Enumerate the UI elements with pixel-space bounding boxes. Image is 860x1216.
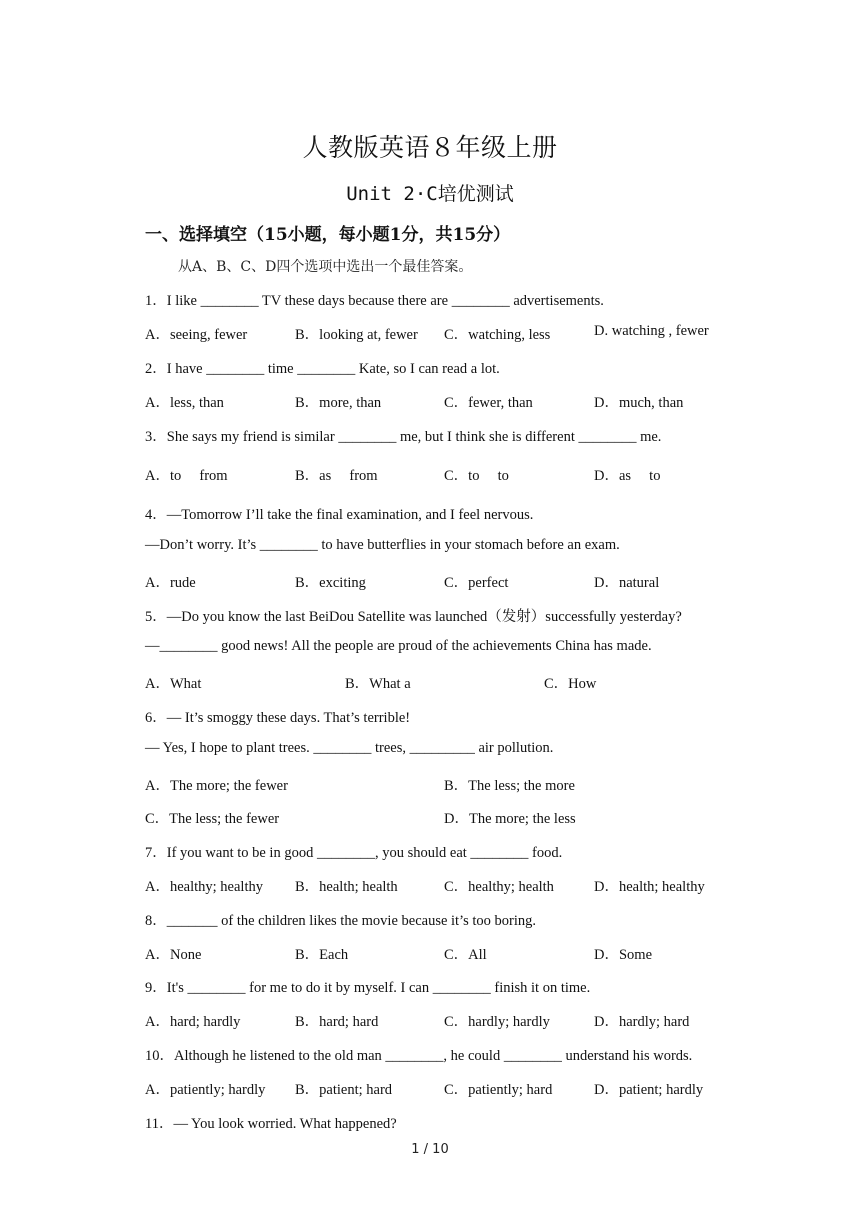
question-1-stem: 1．I like ________ TV these days because there are ________ advertisements. xyxy=(145,293,604,309)
question-10-option-d: D．patient; hardly xyxy=(594,1082,704,1098)
question-2-option-a: A．less, than xyxy=(145,395,224,411)
question-3-option-d: D．as to xyxy=(594,468,661,484)
question-8-option-a: A．None xyxy=(145,947,202,963)
question-9-option-c: C．hardly; hardly xyxy=(444,1014,550,1030)
question-4-stem-line-2: —Don’t worry. It’s ________ to have butterflies in your stomach before an exam. xyxy=(145,537,620,553)
question-3-option-a: A．to from xyxy=(145,468,228,484)
question-7-option-c: C．healthy; health xyxy=(444,879,554,895)
question-4-option-d: D．natural xyxy=(594,575,660,591)
question-7-stem: 7．If you want to be in good ________, you should eat ________ food. xyxy=(145,845,563,861)
section-heading: 一、选择填空（15小题，每小题1分，共15分） xyxy=(145,225,511,245)
question-6-option-b: B．The less; the more xyxy=(444,778,575,794)
question-7-option-a: A．healthy; healthy xyxy=(145,879,263,895)
question-10-stem: 10．Although he listened to the old man ________, he could ________ understand his words. xyxy=(145,1048,693,1064)
question-8-option-c: C．All xyxy=(444,947,487,963)
question-5-option-a: A．What xyxy=(145,676,202,692)
question-9-option-a: A．hard; hardly xyxy=(145,1014,241,1030)
question-5-stem-line-2: —________ good news! All the people are proud of the achievements China has made. xyxy=(145,638,652,654)
question-2-option-c: C．fewer, than xyxy=(444,395,533,411)
question-9-option-b: B．hard; hard xyxy=(295,1014,379,1030)
question-1-option-b: B．looking at, fewer xyxy=(295,327,418,343)
question-2-option-b: B．more, than xyxy=(295,395,382,411)
question-8-option-d: D．Some xyxy=(594,947,652,963)
question-5-option-b: B．What a xyxy=(345,676,411,692)
question-6-option-a: A．The more; the fewer xyxy=(145,778,288,794)
question-2-stem: 2．I have ________ time ________ Kate, so I can read a lot. xyxy=(145,361,500,377)
question-8-option-b: B．Each xyxy=(295,947,349,963)
question-10-option-c: C．patiently; hard xyxy=(444,1082,553,1098)
question-7-option-b: B．health; health xyxy=(295,879,398,895)
page-subtitle: Unit 2·C培优测试 xyxy=(346,183,514,205)
question-10-option-b: B．patient; hard xyxy=(295,1082,393,1098)
question-8-stem: 8．_______ of the children likes the movie because it’s too boring. xyxy=(145,913,537,929)
question-6-option-c: C．The less; the fewer xyxy=(145,811,280,827)
question-10-option-a: A．patiently; hardly xyxy=(145,1082,266,1098)
question-11-stem: 11．— You look worried. What happened? xyxy=(145,1116,397,1132)
question-3-option-c: C．to to xyxy=(444,468,509,484)
question-6-option-d: D．The more; the less xyxy=(444,811,576,827)
question-6-stem-line-2: — Yes, I hope to plant trees. ________ trees, _________ air pollution. xyxy=(145,740,554,756)
question-4-stem-line-1: 4．—Tomorrow I’ll take the final examination, and I feel nervous. xyxy=(145,507,534,523)
question-3-stem: 3．She says my friend is similar ________ me, but I think she is different ________ me. xyxy=(145,429,662,445)
page-number: 1 / 10 xyxy=(411,1142,449,1157)
question-5-option-c: C．How xyxy=(544,676,597,692)
question-1-option-d: D. watching , fewer xyxy=(594,323,709,339)
question-7-option-d: D．health; healthy xyxy=(594,879,705,895)
section-instruction: 从A、B、C、D四个选项中选出一个最佳答案。 xyxy=(178,259,473,275)
question-5-stem-line-1: 5．—Do you know the last BeiDou Satellite was launched（发射）successfully yesterday? xyxy=(145,609,682,625)
question-9-option-d: D．hardly; hard xyxy=(594,1014,690,1030)
page-title: 人教版英语８年级上册 xyxy=(302,133,558,162)
question-9-stem: 9．It's ________ for me to do it by myself. I can ________ finish it on time. xyxy=(145,980,591,996)
question-4-option-b: B．exciting xyxy=(295,575,366,591)
question-1-option-a: A．seeing, fewer xyxy=(145,327,248,343)
question-1-option-c: C．watching, less xyxy=(444,327,551,343)
question-2-option-d: D．much, than xyxy=(594,395,684,411)
question-6-stem-line-1: 6．— It’s smoggy these days. That’s terrible! xyxy=(145,710,411,726)
question-4-option-c: C．perfect xyxy=(444,575,509,591)
question-3-option-b: B．as from xyxy=(295,468,378,484)
question-4-option-a: A．rude xyxy=(145,575,196,591)
